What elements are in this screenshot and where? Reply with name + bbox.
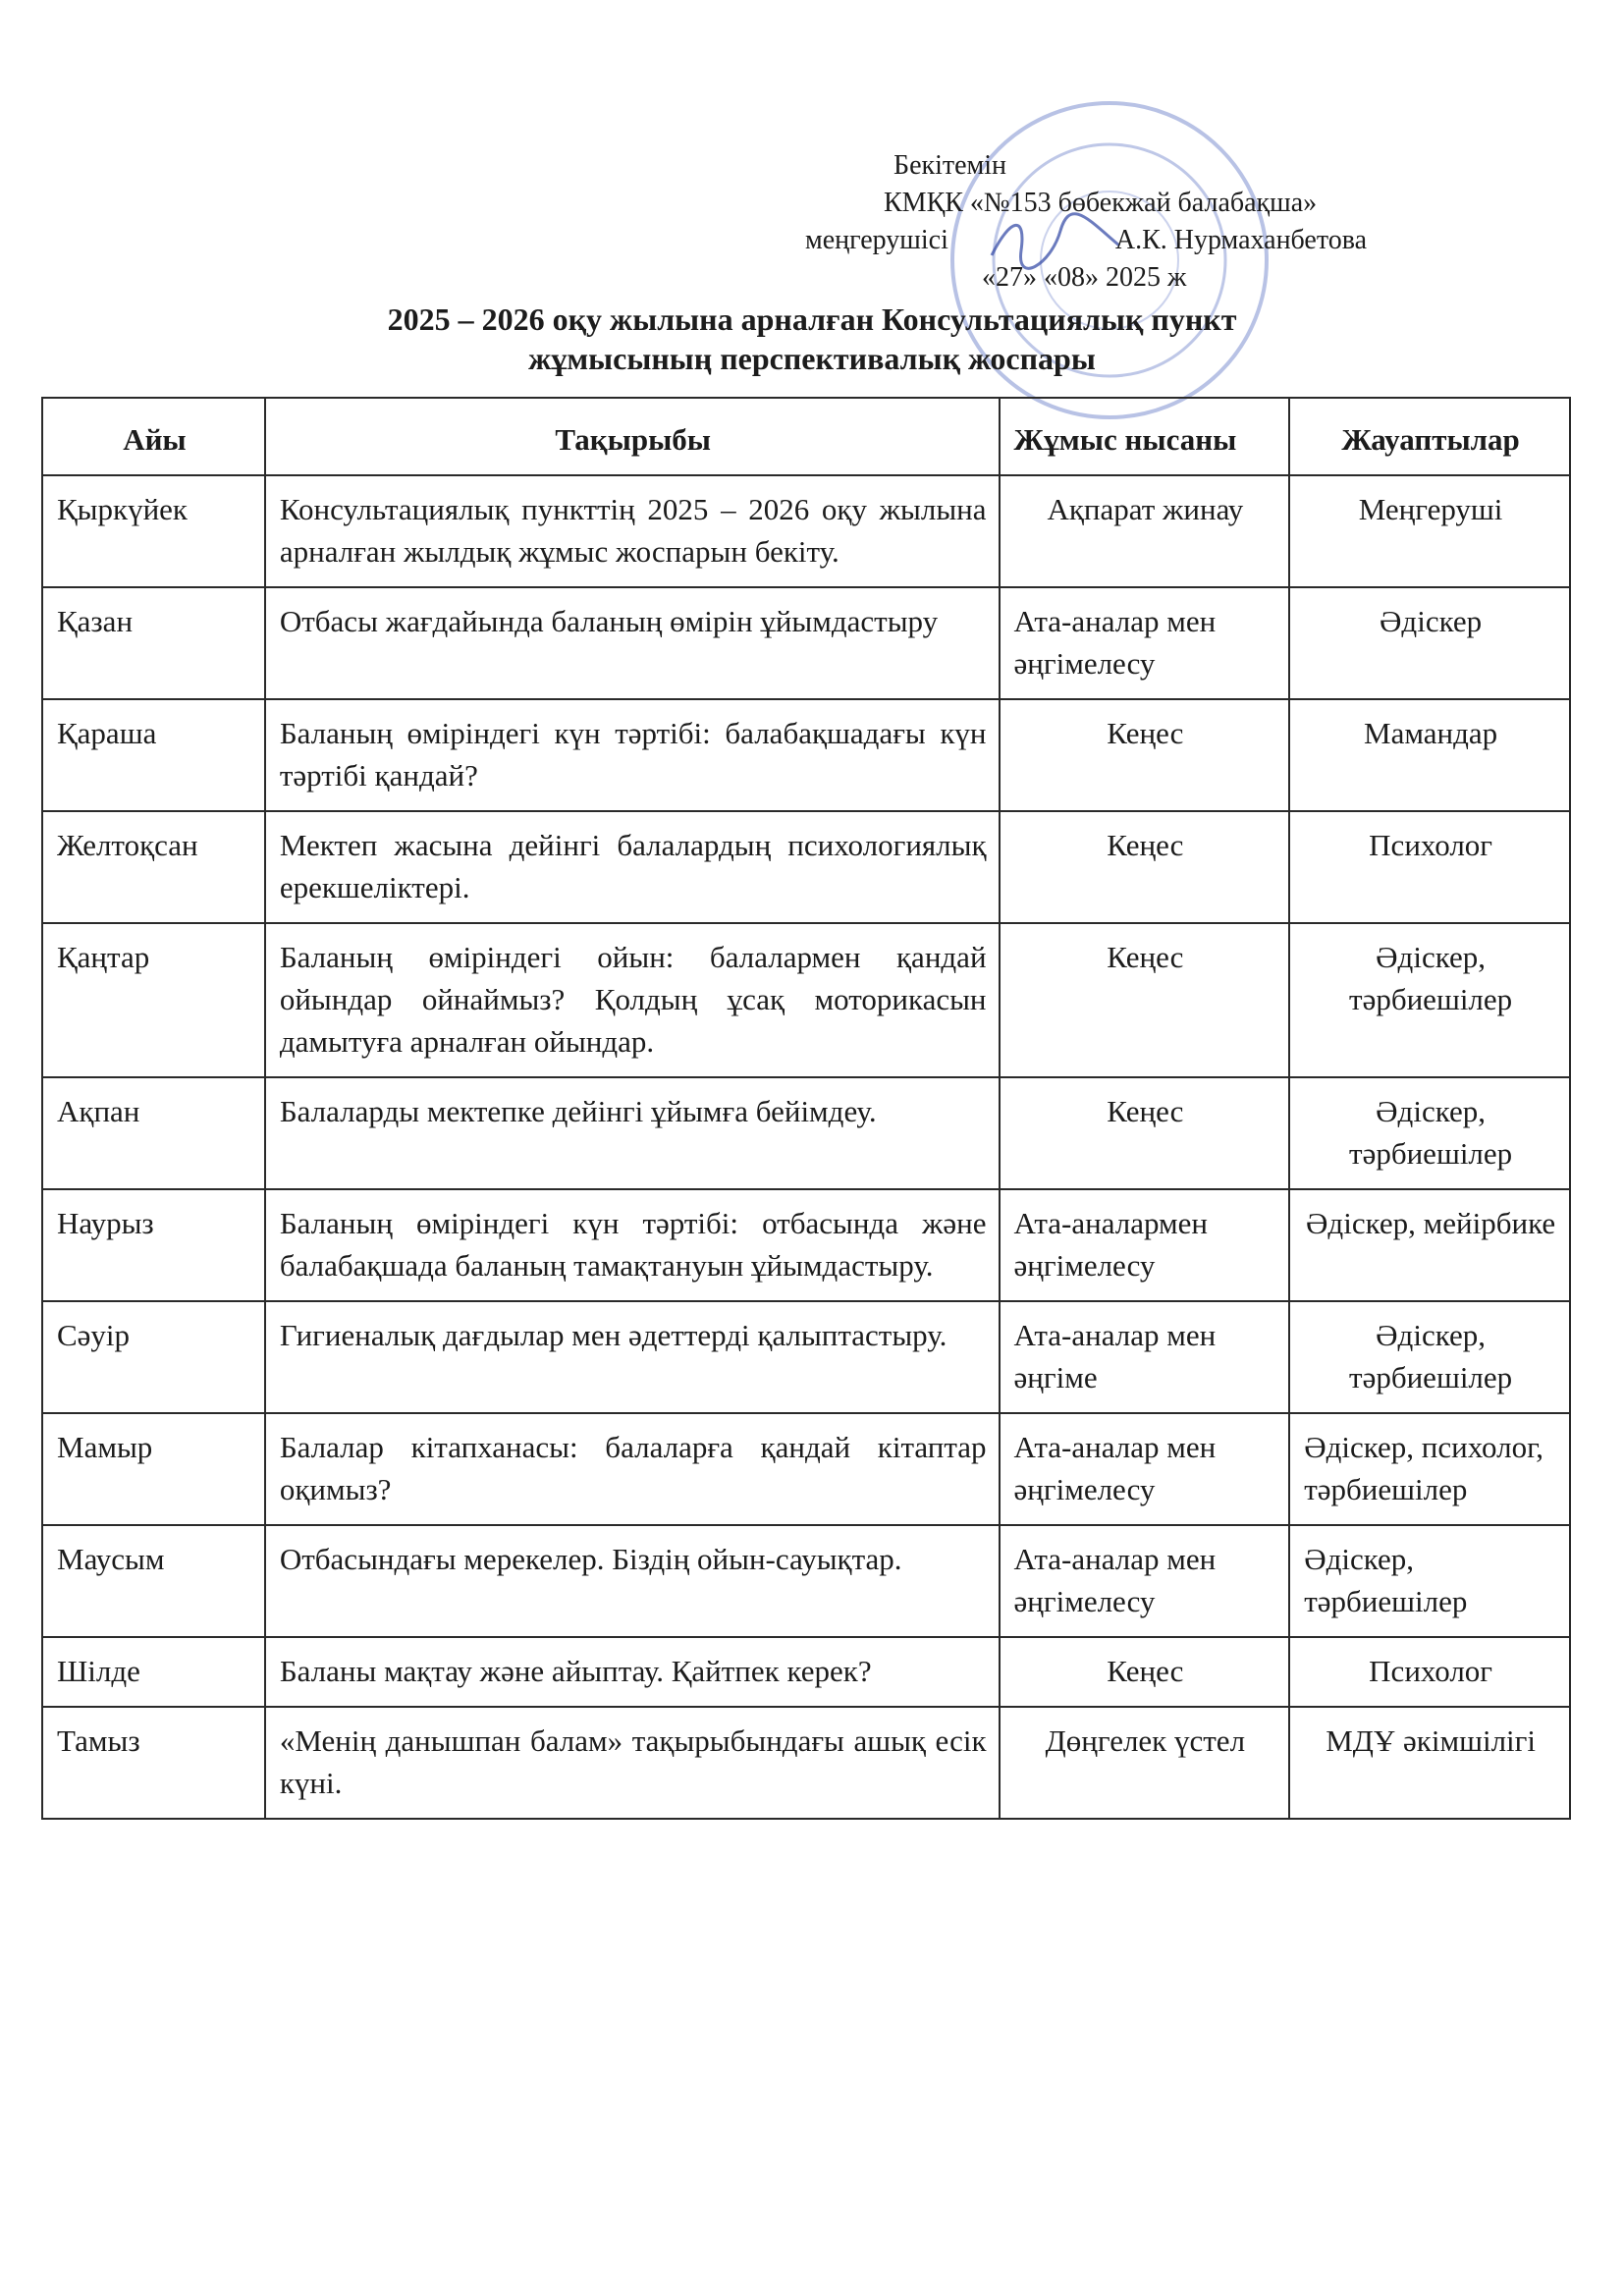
plan-table-body	[42, 475, 1570, 1819]
topic-cell: Мектеп жасына дейінгі балалардың психологиялық ерекшеліктері.	[265, 811, 1000, 923]
header-topic: Тақырыбы	[265, 398, 1000, 475]
topic-cell: Консультациялық пункттің 2025 – 2026 оқу жылына арналған жылдық жұмыс жоспарын бекіту.	[265, 475, 1000, 587]
table-row	[42, 1301, 1570, 1413]
approval-organization: КМҚК «№153 бөбекжай балабақша»	[884, 188, 1318, 218]
month-cell: Сәуір	[42, 1301, 265, 1413]
table-row	[42, 1637, 1570, 1707]
topic-cell: «Менің данышпан балам» тақырыбындағы ашық есік күні.	[265, 1707, 1000, 1819]
responsible-cell: Әдіскер, психолог, тәрбиешілер	[1289, 1413, 1570, 1525]
month-cell: Маусым	[42, 1525, 265, 1637]
responsible-cell: Психолог	[1289, 811, 1570, 923]
topic-cell: Балаларды мектепке дейінгі ұйымға бейімдеу.	[265, 1077, 1000, 1189]
form-cell: Кеңес	[1000, 923, 1290, 1077]
topic-cell: Гигиеналық дағдылар мен әдеттерді қалыптастыру.	[265, 1301, 1000, 1413]
month-cell: Ақпан	[42, 1077, 265, 1189]
table-row	[42, 1189, 1570, 1301]
month-cell: Қараша	[42, 699, 265, 811]
month-cell: Шілде	[42, 1637, 265, 1707]
form-cell: Ата-аналар мен әңгіме	[1000, 1301, 1290, 1413]
approval-name: А.К. Нурмаханбетова	[1114, 225, 1368, 255]
form-cell: Дөңгелек үстел	[1000, 1707, 1290, 1819]
table-row	[42, 587, 1570, 699]
topic-cell: Отбасындағы мерекелер. Біздің ойын-сауықтар.	[265, 1525, 1000, 1637]
approval-signatory	[805, 222, 1434, 259]
table-row	[42, 923, 1570, 1077]
responsible-cell: Әдіскер, тәрбиешілер	[1289, 1077, 1570, 1189]
month-cell: Тамыз	[42, 1707, 265, 1819]
responsible-cell: Әдіскер, тәрбиешілер	[1289, 923, 1570, 1077]
table-row	[42, 811, 1570, 923]
form-cell: Кеңес	[1000, 811, 1290, 923]
responsible-cell: Әдіскер	[1289, 587, 1570, 699]
responsible-cell: Мамандар	[1289, 699, 1570, 811]
title-line-1: 2025 – 2026 оқу жылына арналған Консультациялық пункт	[387, 301, 1237, 337]
topic-cell: Баланың өміріндегі күн тәртібі: балабақшадағы күн тәртібі қандай?	[265, 699, 1000, 811]
approval-date: «27» «08» 2025 ж	[982, 262, 1187, 293]
form-cell: Кеңес	[1000, 699, 1290, 811]
form-cell: Ата-аналармен әңгімелесу	[1000, 1189, 1290, 1301]
topic-cell: Баланың өміріндегі күн тәртібі: отбасында және балабақшада баланың тамақтануын ұйымдастыру.	[265, 1189, 1000, 1301]
form-cell: Ата-аналар мен әңгімелесу	[1000, 1413, 1290, 1525]
responsible-cell: Меңгеруші	[1289, 475, 1570, 587]
document-title	[0, 300, 1624, 378]
table-row	[42, 699, 1570, 811]
topic-cell: Баланы мақтау және айыптау. Қайтпек керек?	[265, 1637, 1000, 1707]
month-cell: Қаңтар	[42, 923, 265, 1077]
month-cell: Мамыр	[42, 1413, 265, 1525]
topic-cell: Отбасы жағдайында баланың өмірін ұйымдастыру	[265, 587, 1000, 699]
topic-cell: Баланың өміріндегі ойын: балалармен қандай ойындар ойнаймыз? Қолдың ұсақ моторикасын дамытуға арналған ойындар.	[265, 923, 1000, 1077]
form-cell: Ата-аналар мен әңгімелесу	[1000, 587, 1290, 699]
month-cell: Қыркүйек	[42, 475, 265, 587]
header-month: Айы	[42, 398, 265, 475]
approval-heading: Бекітемін	[893, 150, 1007, 181]
title-line-2: жұмысының перспективалық жоспары	[528, 341, 1096, 376]
responsible-cell: Әдіскер, мейірбике	[1289, 1189, 1570, 1301]
table-row	[42, 475, 1570, 587]
form-cell: Ақпарат жинау	[1000, 475, 1290, 587]
table-row	[42, 1525, 1570, 1637]
topic-cell: Балалар кітапханасы: балаларға қандай кітаптар оқимыз?	[265, 1413, 1000, 1525]
responsible-cell: Психолог	[1289, 1637, 1570, 1707]
responsible-cell: Әдіскер, тәрбиешілер	[1289, 1301, 1570, 1413]
form-cell: Кеңес	[1000, 1637, 1290, 1707]
responsible-cell: Әдіскер, тәрбиешілер	[1289, 1525, 1570, 1637]
table-header-row	[42, 398, 1570, 475]
header-responsible: Жауаптылар	[1289, 398, 1570, 475]
table-row	[42, 1077, 1570, 1189]
table-row	[42, 1413, 1570, 1525]
month-cell: Наурыз	[42, 1189, 265, 1301]
header-form: Жұмыс нысаны	[1000, 398, 1290, 475]
approval-block	[805, 147, 1434, 297]
responsible-cell: МДҰ әкімшілігі	[1289, 1707, 1570, 1819]
table-row	[42, 1707, 1570, 1819]
approval-role: меңгерушісі	[805, 225, 948, 255]
form-cell: Ата-аналар мен әңгімелесу	[1000, 1525, 1290, 1637]
form-cell: Кеңес	[1000, 1077, 1290, 1189]
month-cell: Желтоқсан	[42, 811, 265, 923]
plan-table	[41, 397, 1571, 1820]
month-cell: Қазан	[42, 587, 265, 699]
